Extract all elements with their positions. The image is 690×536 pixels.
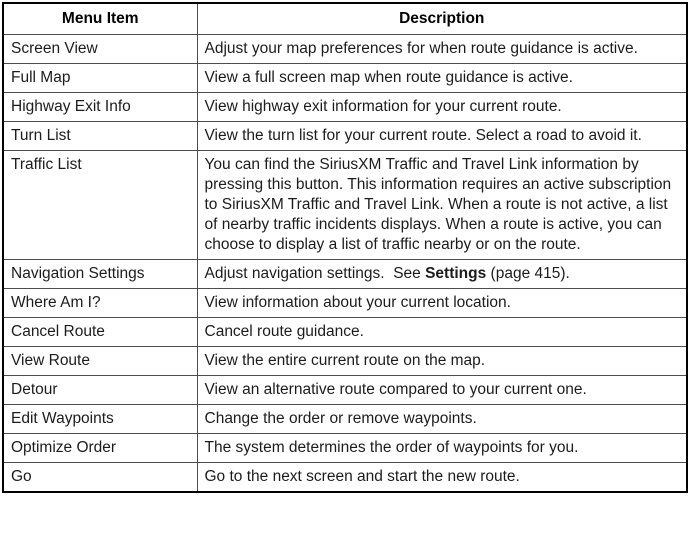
table-row [3,405,687,434]
description-text: You can find the SiriusXM Traffic and Travel Link information by pressing this button. This information requires an active subscription to SiriusXM Traffic and Travel Link. When a route is not active, a list of nearby traffic incidents displays. When a route is active, you can choose to display a list of traffic nearby or on the route. [204,156,676,253]
table-row [3,347,687,376]
description-cell [197,122,687,151]
description-text: View the turn list for your current route. Select a road to avoid it. [204,127,642,144]
description-text: View information about your current location. [204,294,511,311]
menu-item-cell: Edit Waypoints [3,405,197,434]
table-row [3,463,687,493]
menu-item-cell: Screen View [3,35,197,64]
description-text: (page 415). [486,265,570,282]
description-text: Adjust your map preferences for when route guidance is active. [204,40,638,57]
table-row [3,376,687,405]
menu-item-cell: View Route [3,347,197,376]
description-text: Change the order or remove waypoints. [204,410,477,427]
description-cell [197,405,687,434]
menu-item-cell: Turn List [3,122,197,151]
table-header [3,3,687,35]
description-cell [197,93,687,122]
description-cell [197,260,687,289]
table-body [3,35,687,493]
table-row [3,260,687,289]
table-row [3,151,687,260]
description-text: Go to the next screen and start the new route. [204,468,520,485]
menu-item-cell: Full Map [3,64,197,93]
description-text: View the entire current route on the map. [204,352,486,369]
description-text: Cancel route guidance. [204,323,364,340]
header-description: Description [197,3,687,35]
table-row [3,318,687,347]
description-cell [197,64,687,93]
menu-item-cell: Go [3,463,197,493]
menu-item-cell: Navigation Settings [3,260,197,289]
table-row [3,93,687,122]
table-row [3,122,687,151]
table-row [3,289,687,318]
menu-item-cell: Highway Exit Info [3,93,197,122]
description-text: View an alternative route compared to your current one. [204,381,587,398]
menu-item-cell: Optimize Order [3,434,197,463]
menu-description-table [2,2,688,493]
description-text: View a full screen map when route guidance is active. [204,69,573,86]
description-cell [197,289,687,318]
header-menu-item: Menu Item [3,3,197,35]
description-cell [197,35,687,64]
description-text: The system determines the order of waypoints for you. [204,439,579,456]
description-bold-text: Settings [425,265,487,282]
header-row [3,3,687,35]
menu-item-cell: Detour [3,376,197,405]
description-cell [197,434,687,463]
description-cell [197,347,687,376]
description-cell [197,318,687,347]
table-row [3,434,687,463]
description-text: View highway exit information for your current route. [204,98,562,115]
description-text: Adjust navigation settings. See [204,265,426,282]
menu-item-cell: Where Am I? [3,289,197,318]
description-cell [197,151,687,260]
description-cell [197,376,687,405]
description-cell [197,463,687,493]
table-row [3,35,687,64]
menu-item-cell: Cancel Route [3,318,197,347]
menu-item-cell: Traffic List [3,151,197,260]
table-row [3,64,687,93]
